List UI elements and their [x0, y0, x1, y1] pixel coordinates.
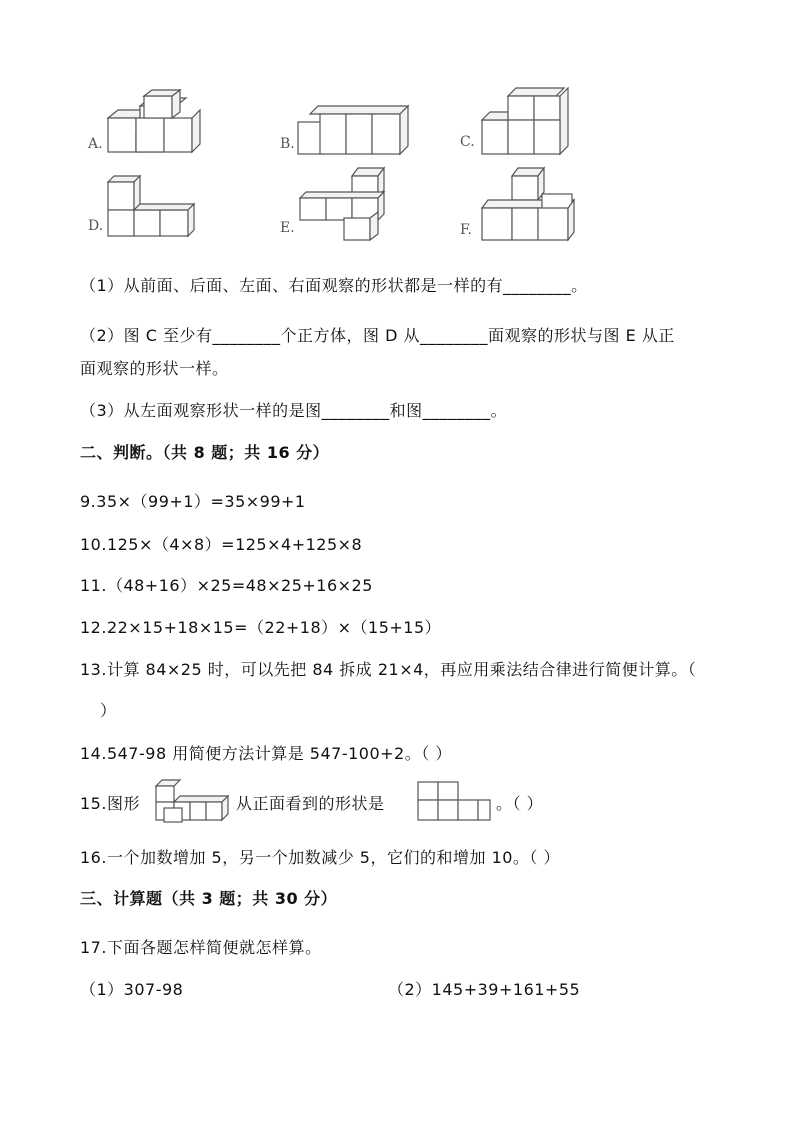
cubes-question-part2-line1: （2）图 C 至少有________个正方体，图 D 从________面观察的形状与图 E 从正: [80, 326, 675, 345]
question-16: 16.一个加数增加 5，另一个加数减少 5，它们的和增加 10。（ ）: [80, 848, 561, 867]
figure-b-drawing: [296, 100, 426, 160]
question-17: 17.下面各题怎样简便就怎样算。: [80, 938, 322, 957]
question-13: 13.计算 84×25 时，可以先把 84 拆成 21×4，再应用乘法结合律进行简便计算。（: [80, 660, 697, 679]
question-15-solid-figure: [152, 778, 232, 824]
question-17-sub2: （2）145+39+161+55: [388, 980, 581, 999]
section-2-heading: 二、判断。（共 8 题；共 16 分）: [80, 443, 330, 462]
question-15-front-view: [414, 780, 494, 824]
cubes-question-part2-line2: 面观察的形状一样。: [80, 359, 229, 378]
figure-b-label: B.: [280, 136, 295, 152]
figure-d-drawing: [104, 172, 224, 242]
figure-e-label: E.: [280, 220, 295, 236]
question-15-prefix: 15.图形: [80, 794, 140, 813]
question-12: 12.22×15+18×15=（22+18）×（15+15）: [80, 618, 442, 637]
question-13-bracket: ）: [100, 701, 117, 720]
cubes-question-part3: （3）从左面观察形状一样的是图________和图________。: [80, 401, 508, 420]
question-10: 10.125×（4×8）=125×4+125×8: [80, 535, 363, 554]
question-15-suffix: 。（ ）: [496, 794, 544, 813]
figure-a-label: A.: [88, 136, 103, 152]
figure-f-drawing: [478, 164, 608, 248]
figure-c-drawing: [478, 82, 598, 162]
question-15-middle: 从正面看到的形状是: [236, 794, 385, 813]
question-14: 14.547-98 用简便方法计算是 547-100+2。（ ）: [80, 744, 452, 763]
cubes-question-part1: （1）从前面、后面、左面、右面观察的形状都是一样的有________。: [80, 276, 588, 295]
figure-a-drawing: [104, 88, 224, 158]
section-3-heading: 三、计算题（共 3 题；共 30 分）: [80, 889, 338, 908]
figure-f-label: F.: [460, 222, 472, 238]
figure-e-drawing: [296, 166, 426, 246]
figure-d-label: D.: [88, 218, 104, 234]
figure-c-label: C.: [460, 134, 475, 150]
question-11: 11.（48+16）×25=48×25+16×25: [80, 576, 373, 595]
question-17-sub1: （1）307-98: [80, 980, 184, 999]
question-9: 9.35×（99+1）=35×99+1: [80, 492, 306, 511]
